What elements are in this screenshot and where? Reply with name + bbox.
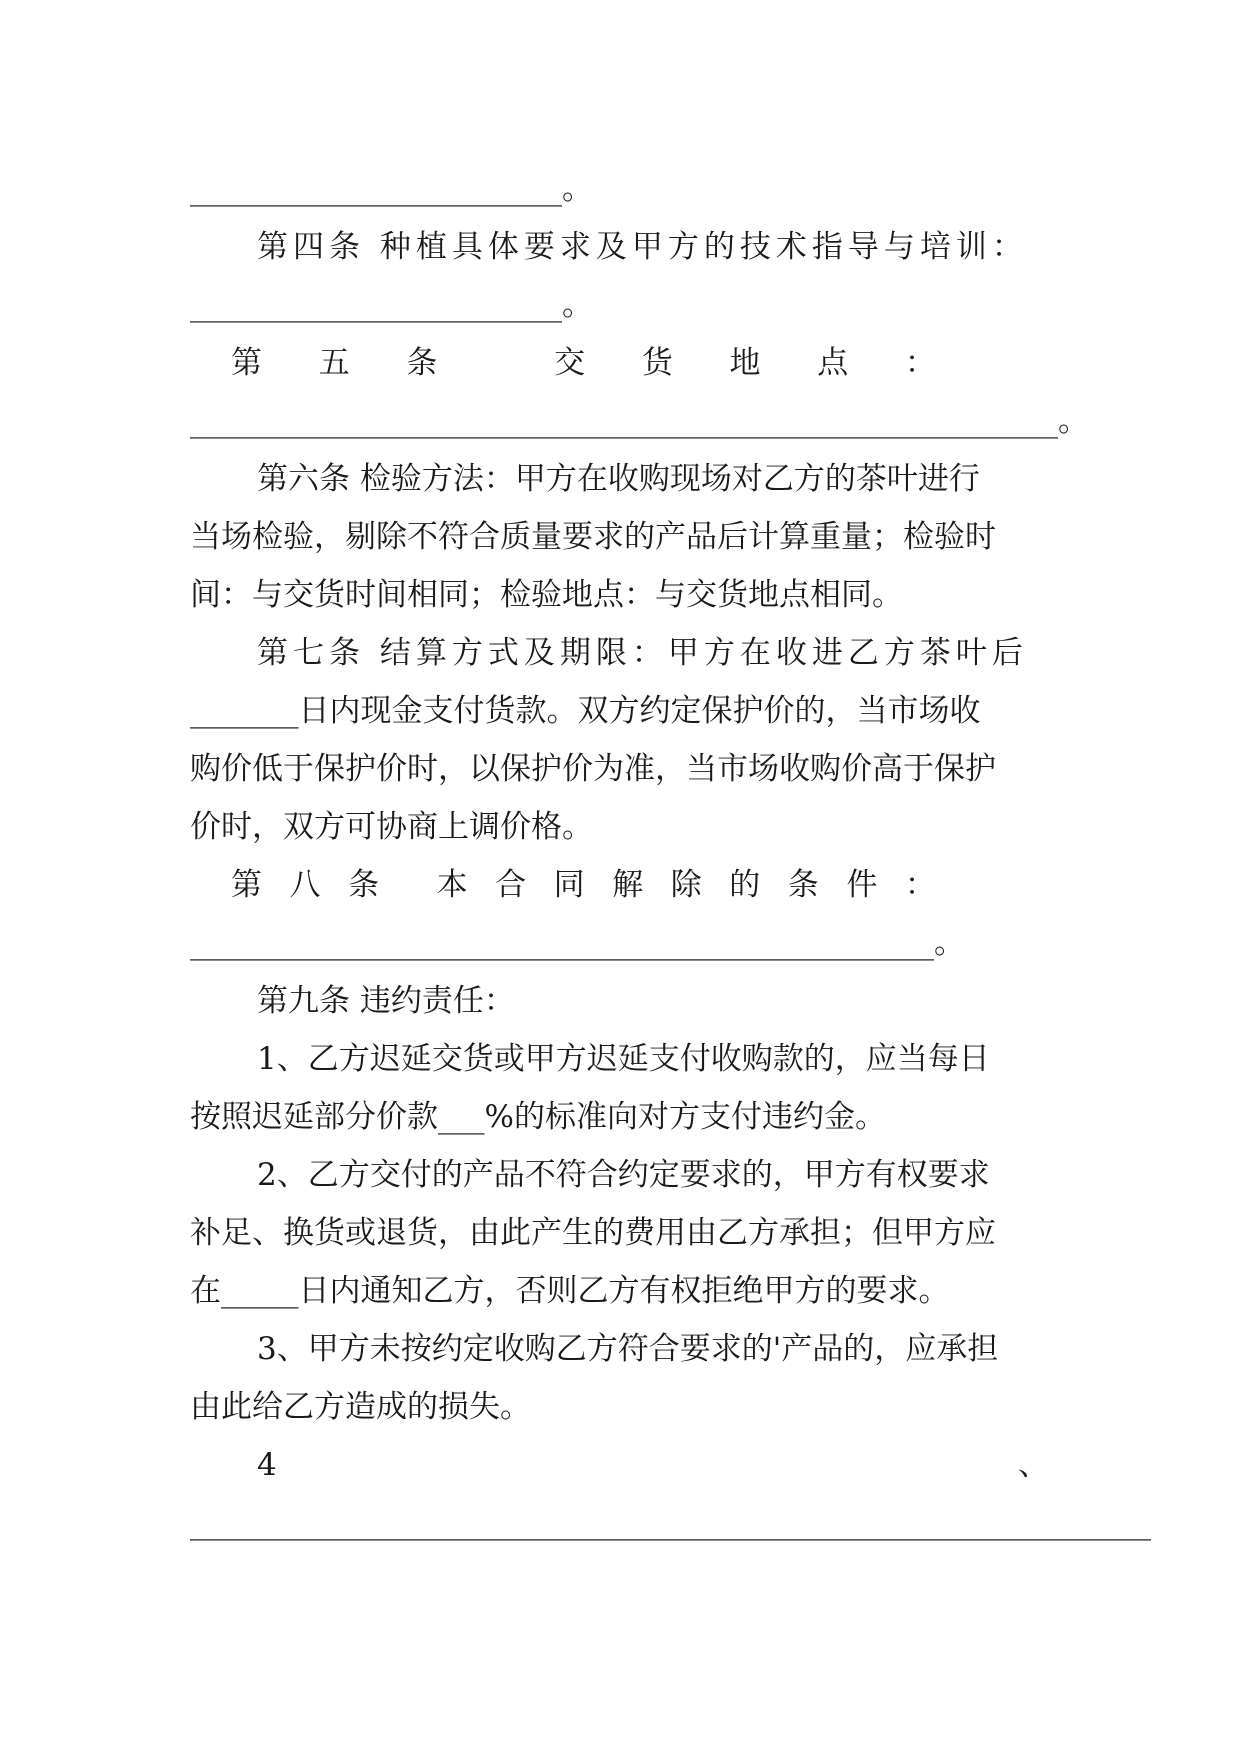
paragraph-line: 价时，双方可协商上调价格。	[190, 809, 593, 845]
blank-line: ________________________________________________。	[190, 925, 965, 961]
char: 、	[1018, 1447, 1049, 1483]
char: 八	[289, 867, 321, 903]
blank-line: ______________________________________________________________	[190, 1505, 1151, 1541]
article-7: 第七条 结算方式及期限：甲方在收进乙方茶叶后	[257, 635, 1028, 671]
char: 条	[406, 345, 438, 381]
char: 件	[846, 867, 878, 903]
paragraph-line: 间：与交货时间相同；检验地点：与交货地点相同。	[190, 577, 903, 613]
char: ：	[904, 345, 936, 381]
clause-1: 1、乙方迟延交货或甲方迟延支付收购款的，应当每日	[257, 1041, 990, 1077]
char: ：	[904, 867, 936, 903]
char: 条	[787, 867, 819, 903]
article-8	[231, 856, 936, 915]
char: 本	[436, 867, 468, 903]
char: 同	[553, 867, 585, 903]
paragraph-line: 当场检验，剔除不符合质量要求的产品后计算重量；检验时	[190, 519, 996, 555]
clause-number: 4	[257, 1447, 277, 1483]
char: 第	[231, 345, 262, 381]
char: 货	[641, 345, 673, 381]
clause-4	[257, 1436, 1049, 1495]
blank-line: ________________________________________________________。	[190, 403, 1089, 439]
char: 第	[231, 867, 262, 903]
paragraph-line: 由此给乙方造成的损失。	[190, 1389, 531, 1425]
char: 条	[348, 867, 380, 903]
char: 点	[817, 345, 849, 381]
char: 解	[612, 867, 644, 903]
char: 地	[729, 345, 761, 381]
article-6: 第六条 检验方法：甲方在收购现场对乙方的茶叶进行	[257, 461, 980, 497]
paragraph-line: 在_____日内通知乙方，否则乙方有权拒绝甲方的要求。	[190, 1273, 950, 1309]
article-4: 第四条 种植具体要求及甲方的技术指导与培训：	[257, 229, 1028, 265]
paragraph-line: _______日内现金支付货款。双方约定保护价的，当市场收	[190, 693, 981, 729]
article-5	[231, 334, 936, 393]
blank-line: ________________________。	[190, 287, 593, 323]
clause-2: 2、乙方交付的产品不符合约定要求的，甲方有权要求	[257, 1157, 990, 1193]
blank-line: ________________________。	[190, 171, 593, 207]
article-9: 第九条 违约责任：	[257, 983, 515, 1019]
char: 合	[495, 867, 527, 903]
clause-3: 3、甲方未按约定收购乙方符合要求的'产品的，应承担	[257, 1331, 999, 1367]
paragraph-line: 补足、换货或退货，由此产生的费用由乙方承担；但甲方应	[190, 1215, 996, 1251]
char: 的	[729, 867, 761, 903]
paragraph-line: 购价低于保护价时，以保护价为准，当市场收购价高于保护	[190, 751, 996, 787]
char: 交	[554, 345, 586, 381]
char: 除	[670, 867, 702, 903]
char: 五	[318, 345, 350, 381]
paragraph-line: 按照迟延部分价款___%的标准向对方支付违约金。	[190, 1099, 886, 1135]
